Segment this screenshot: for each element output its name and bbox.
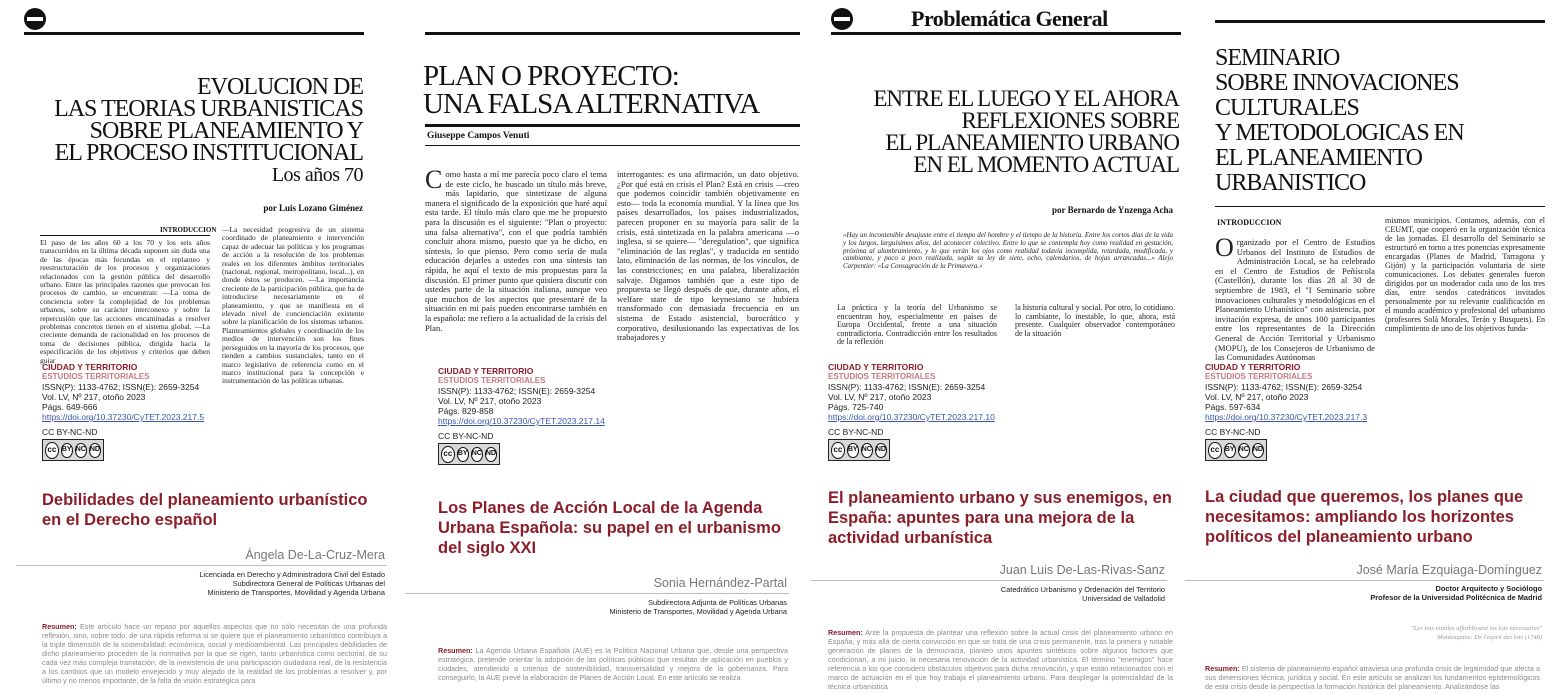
article-abstract (438, 646, 788, 694)
header-rule (831, 32, 1181, 35)
issn: ISSN(P): 1133-4762; ISSN(E): 2659-3254 (42, 382, 200, 392)
archive-scan (395, 0, 799, 343)
abstract-text: Ante la propuesta de plantear una reflexión sobre la actual crisis del planeamiento urbano en España, y más allá de cierta convicción en que se trata de una crisis permanente, tras la primera y notable generación de planes de la democracia, planteo unos apuntes sintéticos sobre algunos factores que condicionan, a mi juicio, la necesaria renovación de la actividad urbanística. El término "enemigos" hace referencia a los que considero obstáculos objetivos para dicha renovación, y que están relacionados con el marco de actuación en el que hoy trabaja el planeamiento urbano. Para desplegar la potencialidad de la técnica urbanística (828, 628, 1173, 691)
cc-nc-icon: NC (75, 443, 87, 458)
issn: ISSN(P): 1133-4762; ISSN(E): 2659-3254 (1205, 382, 1363, 392)
scan-quote: «Hay un incontenible desajuste entre el tiempo del hombre y el tiempo de la historia. Entre los cortos días de la vida y los largos, larguísimos años, del acontecer colectivo. Entre lo que se contempla hoy como realidad en gestación, próxima al alumbramiento, y lo que verán los ojos como realidad todavía incumplida, retardada, modificada, y cambiante, y poco a poco realizada, según su ley de siete, ocho, calendarios, de hojas arrancadas...» Alejo Carpentier: «La Consagración de la Primavera.» (843, 231, 1173, 271)
pages: Págs. 597-634 (1205, 402, 1261, 412)
journal-name: CIUDAD Y TERRITORIO (42, 362, 138, 372)
author-affiliation: Doctor Arquitecto y Sociólogo Profesor de la Universidad Politécnica de Madrid (1370, 584, 1542, 602)
article-title: Los Planes de Acción Local de la Agenda Urbana Española: su papel en el urbanismo del siglo XXI (438, 499, 781, 557)
doi-link[interactable]: https://doi.org/10.37230/CyTET.2023.217.3 (1205, 412, 1368, 422)
archive-scan (795, 0, 1185, 347)
article-title: La ciudad que queremos, los planes que necesitamos: ampliando los horizontes políticos del planeamiento urbano (1205, 488, 1524, 546)
header-rule (24, 32, 364, 35)
scan-body-left: Como hasta a mí me parecía poco claro el tema de este ciclo, he buscado un título más breve, más lapidario, que sintetizase de alguna manera el significado de la exposición que haré aquí esta tarde. El título más claro que me he propuesto para la discusión es el siguiente: "Plan o proyecto: una falsa alternativa", con el que podría también concluir ahora mismo, puesto que ya he dicho, en síntesis, lo que pienso. Pero como sería de mala educación dejarles a ustedes con una síntesis tan rápida, he aquí el texto de mis propuestas para la discusión. El primer punto que quisiera discutir con ustedes parte de la situación italiana, aunque veo que muchos de los aspectos que presentaré de la situación en mi país pueden encontrarse también en la española: me refiero a la actualidad de la crisis del Plan. (425, 165, 607, 333)
abstract-label: Resumen: (1205, 664, 1240, 673)
journal-info (438, 366, 738, 465)
journal-subtitle: ESTUDIOS TERRITORIALES (438, 376, 546, 385)
article-abstract (1205, 664, 1540, 694)
scan-section-head: INTRODUCCION (160, 226, 217, 234)
author-affiliation: Catedrático Urbanismo y Ordenación del Territorio Universidad de Valladolid (1000, 585, 1165, 603)
scan-subtitle: Los años 70 (271, 164, 363, 186)
abstract-text: Este artículo hace un repaso por aquellos aspectos que no sólo necesitan de una profunda reflexión, sino, sobre todo, de una rápida reforma si se quiere que el planeamiento urbanístico contribuya a la triple dimensión de la sostenibilidad: económica, social y medioambiental. Las principales debilidades de dicho planeamiento proceden de la normativa por la que se rigen, tanto urbanística como sectorial, de su cada vez más compleja tramitación, de la inexistencia de una participación ciudadana real, de la resistencia a los cambios que un modelo envejecido y muy alejado de la realidad de los problemas a resolver y, por último y no menos importante, de la falta de visión estratégica para (42, 622, 387, 685)
scan-body-left: Organizado por el Centro de Estudios Urbanos del Instituto de Estudios de Administración Local, se ha celebrado en el Centro de Estudios de Peñíscola (Castellón), durante los días 28 al 30 de septiembre de 1983, el "I Seminario sobre innovaciones culturales y metodológicas en el Planeamiento Urbanístico" con asistencia, por invitación expresa, de unos 100 participantes entre los representantes de la Dirección General de Acción Territorial y Urbanismo (MOPU), de los Consejeros de Urbanismo de las Comunidades Autónomas (1215, 233, 1375, 363)
scan-body-right: interrogantes: es una afirmación, un dato objetivo. ¿Por qué está en crisis el Plan? Está en crisis —creo que podemos coincidir también objetivamente en esto— toda la economía mundial. Y la línea que los países desarrollados, los países industrializados, parecen proponer en su mayoría para salir de la crisis, está sintetizada en la palabra americana —o inglesa, si se quiere— "deregulation", que significa "eliminación de las reglas", y traducida en sentido lato, eliminación de las normas, de los vínculos, de las constricciones; en una palabra, liberalización salvaje. Digamos también que a este tipo de propuesta se llegó después de que, durante años, el welfare state de tipo keynesiano se hubiera transformado con demasiada frecuencia en un sistema de Estado asistencial, burocrático y corporativo, desilusionando las expectativas de los trabajadores y (617, 169, 799, 343)
volume: Vol. LV, Nº 217, otoño 2023 (42, 392, 146, 402)
article-panel-3 (795, 0, 1185, 694)
drop-cap: O (1215, 233, 1234, 262)
license-label: CC BY-NC-ND (42, 427, 98, 437)
scan-title: SEMINARIO SOBRE INNOVACIONES CULTURALES Y METODOLOGICAS EN EL PLANEAMIENTO URBANISTICO (1215, 45, 1464, 196)
scan-body-right: mismos municipios. Contamos, además, con el CEUMT, que cooperó en la organización técnica de las jornadas. El desarrollo del Seminario se estructuró en torno a tres ponencias expresamente encargadas (Planes de Madrid, Tarragona y Gijón) y la participación voluntaria de siete comunicaciones. Los debates generales fueron dirigidos por un moderador cada uno de los tres días, entre sendos catedráticos invitados personalmente por su relevante cualificación en el mundo académico y profesional del urbanismo (profesores Solá Morales, Terán y Busquets). En cumplimiento de uno de los objetivos funda- (1385, 216, 1545, 333)
abstract-text: La Agenda Urbana Española (AUE) es la Política Nacional Urbana que, desde una perspectiva estratégica, pretende orientar la adopción de las políticas públicas que resultan de aplicación en pueblos y ciudades, atendiendo a criterios de sostenibilidad, transversalidad y mejora de la gobernanza. Para conseguirlo, la AUE prevé la elaboración de Planes de Acción Local. En este artículo se realiza (438, 646, 788, 682)
article-abstract (42, 622, 387, 694)
header-rule (425, 32, 800, 35)
pages: Págs. 649-666 (42, 402, 98, 412)
cc-icon: cc (831, 442, 845, 459)
epigraph (1202, 624, 1542, 642)
author-rule (405, 593, 789, 594)
cc-by-icon: BY (1224, 443, 1236, 458)
cc-license-badge[interactable] (42, 439, 104, 461)
scan-body-right: la historia cultural y social. Por otro, lo cotidiano. lo cambiante, lo inestable, lo que, ahora, está presente. Cualquier observador contemporáneo de la situación (1015, 303, 1175, 338)
issn: ISSN(P): 1133-4762; ISSN(E): 2659-3254 (828, 382, 986, 392)
article-title: El planeamiento urbano y sus enemigos, en España: apuntes para una mejora de la actividad urbanística (828, 489, 1172, 547)
cc-nc-icon: NC (861, 443, 873, 458)
journal-logo-icon (24, 8, 46, 30)
pages: Págs. 725-740 (828, 402, 884, 412)
article-panel-4 (1185, 0, 1554, 694)
abstract-text: El sistema de planeamiento español atraviesa una profunda crisis de legitimidad que afecta a sus dimensiones técnica, jurídica y social. En este artículo se analizan los fundamentos epistemológicos de esta crisis desde la perspectiva la formación histórica del planeamiento. Analizándose las (1205, 664, 1541, 691)
cc-license-badge[interactable] (828, 439, 890, 461)
doi-link[interactable]: https://doi.org/10.37230/CyTET.2023.217.10 (828, 412, 995, 422)
doi-link[interactable]: https://doi.org/10.37230/CyTET.2023.217.14 (438, 416, 605, 426)
scan-title: ENTRE EL LUEGO Y EL AHORA REFLEXIONES SOBRE EL PLANEAMIENTO URBANO EN EL MOMENTO ACTUAL (873, 86, 1179, 177)
scan-byline: por Luis Lozano Giménez (263, 203, 363, 213)
cc-icon: cc (441, 446, 455, 463)
archive-scan (1185, 0, 1554, 363)
journal-subtitle: ESTUDIOS TERRITORIALES (1205, 372, 1313, 381)
cc-nd-icon: ND (1252, 443, 1264, 458)
header-rule (1215, 20, 1545, 23)
journal-info (42, 362, 342, 461)
cc-nc-icon: NC (1238, 443, 1250, 458)
scan-title: EVOLUCION DE LAS TEORIAS URBANISTICAS SOBRE PLANEAMIENTO Y EL PROCESO INSTITUCIONAL (54, 74, 363, 166)
article-author: Juan Luis De-Las-Rivas-Sanz (999, 563, 1165, 577)
scan-byline: por Bernardo de Ynzenga Acha (1051, 205, 1173, 215)
title-rule (1215, 206, 1545, 207)
author-rule (1185, 580, 1544, 581)
cc-by-icon: BY (61, 443, 73, 458)
article-panel-1 (0, 0, 395, 694)
journal-info (1205, 362, 1505, 461)
scan-section-head: INTRODUCCION (1217, 218, 1282, 227)
title-rule (425, 124, 800, 127)
volume: Vol. LV, Nº 217, otoño 2023 (1205, 392, 1309, 402)
byline-rule (425, 145, 800, 146)
abstract-label: Resumen: (828, 628, 863, 637)
scan-section-head: Problemática General (911, 6, 1108, 31)
license-label: CC BY-NC-ND (438, 431, 494, 441)
article-author: José María Ezquiaga-Domínguez (1356, 563, 1542, 577)
cc-icon: cc (1208, 442, 1222, 459)
journal-name: CIUDAD Y TERRITORIO (438, 366, 534, 376)
cc-license-badge[interactable] (438, 443, 500, 465)
volume: Vol. LV, Nº 217, otoño 2023 (828, 392, 932, 402)
author-affiliation: Licenciada en Derecho y Administradora Civil del Estado Subdirectora General de Políticas Urbanas del Ministerio de Transportes, Movilidad y Agenda Urbana (199, 570, 385, 597)
cc-nd-icon: ND (875, 443, 887, 458)
journal-name: CIUDAD Y TERRITORIO (1205, 362, 1301, 372)
article-abstract (828, 628, 1173, 694)
scan-title: PLAN O PROYECTO: UNA FALSA ALTERNATIVA (423, 60, 760, 120)
article-author: Sonia Hernández-Partal (653, 576, 787, 590)
license-label: CC BY-NC-ND (1205, 427, 1261, 437)
author-affiliation: Subdirectora Adjunta de Políticas Urbanas Ministerio de Transportes, Movilidad y Agenda Urbana (609, 598, 787, 616)
scan-body-left: El paso de los años 60 a los 70 y los seis años transcurridos en la última década suponen sin duda una de las épocas más fecundas en el replanteo y reestructuración de los procesos y organizaciones relacionados con la gestión pública del desarrollo urbano. Entre las principales razones que provocan los procesos de cambio, se encuentran: —La toma de conciencia sobre la complejidad de los problemas urbanos, sobre su carácter interconexo y sobre la repercusión que las acciones encaminadas a resolver problemas concretos tienen en el sistema global. —La creciente demanda de racionalidad en los procesos de toma de decisiones pública, dirigida hacia la especificación de los objetivos y criterios que deben guiar (40, 238, 210, 365)
journal-logo-icon (831, 8, 853, 30)
cc-nd-icon: ND (485, 447, 497, 462)
doi-link[interactable]: https://doi.org/10.37230/CyTET.2023.217.5 (42, 412, 205, 422)
volume: Vol. LV, Nº 217, otoño 2023 (438, 396, 542, 406)
epigraph-source: Montesquieu: De l'esprit des lois (1748) (1437, 634, 1542, 641)
journal-subtitle: ESTUDIOS TERRITORIALES (828, 372, 936, 381)
scan-byline: Giuseppe Campos Venuti (427, 131, 530, 141)
license-label: CC BY-NC-ND (828, 427, 884, 437)
cc-nd-icon: ND (89, 443, 101, 458)
author-rule (16, 565, 387, 566)
epigraph-quote: "Les lois inutiles affaiblissent les lois nécessaires" (1411, 625, 1542, 632)
abstract-label: Resumen: (42, 622, 77, 631)
cc-by-icon: BY (457, 447, 469, 462)
section-rule (40, 235, 210, 236)
article-author: Ángela De-La-Cruz-Mera (245, 548, 385, 562)
cc-license-badge[interactable] (1205, 439, 1267, 461)
article-panel-2 (395, 0, 799, 694)
abstract-label: Resumen: (438, 646, 473, 655)
article-title: Debilidades del planeamiento urbanístico en el Derecho español (42, 491, 368, 529)
journal-info (828, 362, 1128, 461)
journal-name: CIUDAD Y TERRITORIO (828, 362, 924, 372)
cc-by-icon: BY (847, 443, 859, 458)
issn: ISSN(P): 1133-4762; ISSN(E): 2659-3254 (438, 386, 596, 396)
journal-subtitle: ESTUDIOS TERRITORIALES (42, 372, 150, 381)
author-rule (811, 580, 1167, 581)
drop-cap: C (425, 165, 443, 194)
cc-nc-icon: NC (471, 447, 483, 462)
pages: Págs. 829-858 (438, 406, 494, 416)
scan-body-left: La práctica y la teoría del Urbanismo se encuentran hoy, especialmente en países de Europa Occidental, frente a una situación contradictoria. Contradicción entre los resultados de la reflexión (837, 303, 997, 347)
cc-icon: cc (45, 442, 59, 459)
scan-body-right: —La necesidad progresiva de un sistema coordinado de planeamiento e intervención capaz de adecuar las políticas y los programas de acción a la resolución de los problemas reales en los diferentes ámbitos territoriales (nacional, regional, metropolitano, local...), en donde éstos se producen. —La importancia creciente de la participación pública, que ha de introducirse necesariamente en el planeamiento, y que se manifiesta en el elevado nivel de concienciación existente sobre la planificación de los sistemas urbanos. Planteamientos globales y coordinación de los medios de intervención son los fines perseguidos en la mayoría de los procesos, que tienden a cambios sustanciales, tanto en el marco legislativo de referencia como en el marco institucional para la concepción e instrumentación de las políticas urbanas. (222, 225, 364, 386)
